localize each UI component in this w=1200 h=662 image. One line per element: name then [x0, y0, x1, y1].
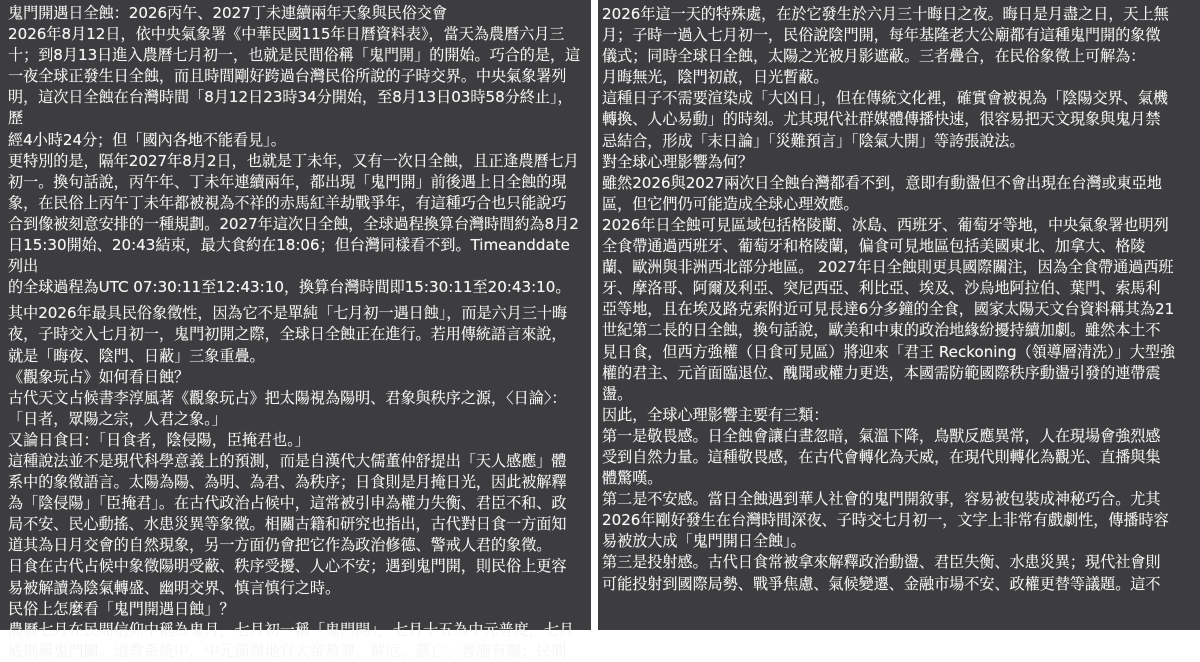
article-title-line: 鬼門開遇日全蝕：2026丙午、2027丁未連續兩年天象與民俗交會	[8, 4, 448, 22]
paragraph-2026-eclipse: 2026年8月12日，依中央氣象署《中華民國115年日曆資料表》，當天為農曆六月三 十；到8月13日進入農曆七月初一，也就是民間俗稱「鬼門開」的開始。巧合的是，這 一夜全球正發生日全蝕，而且時間剛好跨過台灣民俗所說的子時交界。中央氣象署列 明，這次日全蝕在台灣時間「8月12日23時34分開始，至8月13日03時58分終止」，歷 經4小時24分；但「國內各地不能看見」。	[8, 25, 581, 149]
paragraph-symbolism: 其中2026年最具民俗象徵性，因為它不是單純「七月初一遇日蝕」，而是六月三十晦 夜，子時交入七月初一，鬼門初開之際，全球日全蝕正在進行。若用傳統語言來說， 就是「晦夜、陰門、日蔽」三象重疊。	[8, 304, 568, 365]
paragraph-2027-eclipse: 更特別的是，隔年2027年8月2日，也就是丁未年，又有一次日全蝕，且正逢農曆七月 初一。換句話說，丙午年、丁未年連續兩年，都出現「鬼門開」前後遇上日全蝕的現 象，在民俗上丙午丁未年都被視為不祥的赤馬紅羊劫戰爭年，有這種巧合也只能說巧 合到像被刻意安排的一種規劃。2027年這次日全蝕，全球過程換算台灣時間約為8月2 日15:30開始、20:43結束，最大食約在18:06；但台灣同樣看不到。Timeanddate列出 的全球過程為UTC 07:30:11至12:43:10，換算台灣時間即15:30:11至20:43:10。	[8, 151, 579, 297]
left-text-panel	[0, 0, 591, 660]
right-text-panel	[598, 0, 1200, 630]
paragraph-global-psychology: 2026年這一天的特殊處，在於它發生於六月三十晦日之夜。晦日是月盡之日，天上無 月；子時一過入七月初一，民俗說陰門開，每年基隆老大公廟都有這種鬼門開的象徵 儀式；同時全球日全蝕，太陽之光被月影遮蔽。三者疊合，在民俗象徵上可解為： 月晦無光，陰門初啟，日光暫蔽。 這種日子不需要渲染成「大凶日」，但在傳統文化裡，確實會被視為「陰陽交界、氣機 轉換、人心易動」的時刻。尤其現代社群媒體傳播快速，很容易把天文現象與鬼月禁 忌結合，形成「末日論」「災難預言」「陰氣大開」等誇張說法。 對全球心理影響為何？ 雖然2026與2027兩次日全蝕台灣都看不到，意即有動盪但不會出現在台灣或東亞地 區，但它們仍可能造成全球心理效應。 2026年日全蝕可見區域包括格陵蘭、冰島、西班牙、葡萄牙等地，中央氣象署也明列 全食帶通過西班牙、葡萄牙和格陵蘭，偏食可見地區包括美國東北、加拿大、格陵 蘭、歐洲與非洲西北部分地區。 2027年日全蝕則更具國際關注，因為全食帶通過西班 牙、摩洛哥、阿爾及利亞、突尼西亞、利比亞、埃及、沙烏地阿拉伯、葉門、索馬利 亞等地，且在埃及路克索附近可見長達6分多鐘的全食，國家太陽天文台資料稱其為21 世紀第二長的日全蝕，換句話說，歐美和中東的政治地緣紛擾持續加劇。雖然本土不 見日食，但西方強權（日食可見區）將迎來「君王 Reckoning（領導層清洗）」大型強 權的君主、元首面臨退位、醜聞或權力更迭，本國需防範國際秩序動盪引發的連帶震 盪。 因此，全球心理影響主要有三類： 第一是敬畏感。日全蝕會讓白晝忽暗，氣溫下降，鳥獸反應異常，人在現場會強烈感 受到自然力量。這種敬畏感，在古代會轉化為天威，在現代則轉化為觀光、直播與集 體驚嘆。 第二是不安感。當日全蝕遇到華人社會的鬼門開敘事，容易被包裝成神秘巧合。尤其 2026年剛好發生在台灣時間深夜、子時交七月初一，文字上非常有戲劇性，傳播時容 易被放大成「鬼門開日全蝕」。 第三是投射感。古代日食常被拿來解釋政治動盪、君臣失衡、水患災異；現代社會則 可能投射到國際局勢、戰爭焦慮、氣候變遷、金融市場不安、政權更替等議題。這不	[602, 5, 1176, 593]
paragraph-guanxiang-wanzhan: 《觀象玩占》如何看日蝕？ 古代天文占候書李淳風著《觀象玩占》把太陽視為陽明、君象與秩序之源，〈日論〉： 「日者，眾陽之宗，人君之象。」 又論日食曰：「日食者，陰侵陽，臣掩君也。」 這種說法並不是現代科學意義上的預測，而是自漢代大儒董仲舒提出「天人感應」體 系中的象徵語言。太陽為陽、為明、為君、為秩序；日食則是月掩日光，因此被解釋 為「陰侵陽」「臣掩君」。在古代政治占候中，這常被引申為權力失衡、君臣不和、政 局不安、民心動搖、水患災異等象徵。相關古籍和研究也指出，古代對日食一方面知 道其為日月交會的自然現象，另一方面仍會把它作為政治修德、警戒人君的象徵。 日食在古代占候中象徵陽明受蔽、秩序受擾、人心不安；遇到鬼門開，則民俗上更容 易被解讀為陰氣轉盛、幽明交界、慎言慎行之時。 民俗上怎麼看「鬼門開遇日蝕」？ 農曆七月在民間信仰中稱為鬼月，七月初一稱「鬼門開」，七月十五為中元普度，七月 底則稱鬼門關。道教系統中，中元節與地官大帝赦罪、解厄、薦亡、普施有關；民間	[8, 367, 575, 660]
